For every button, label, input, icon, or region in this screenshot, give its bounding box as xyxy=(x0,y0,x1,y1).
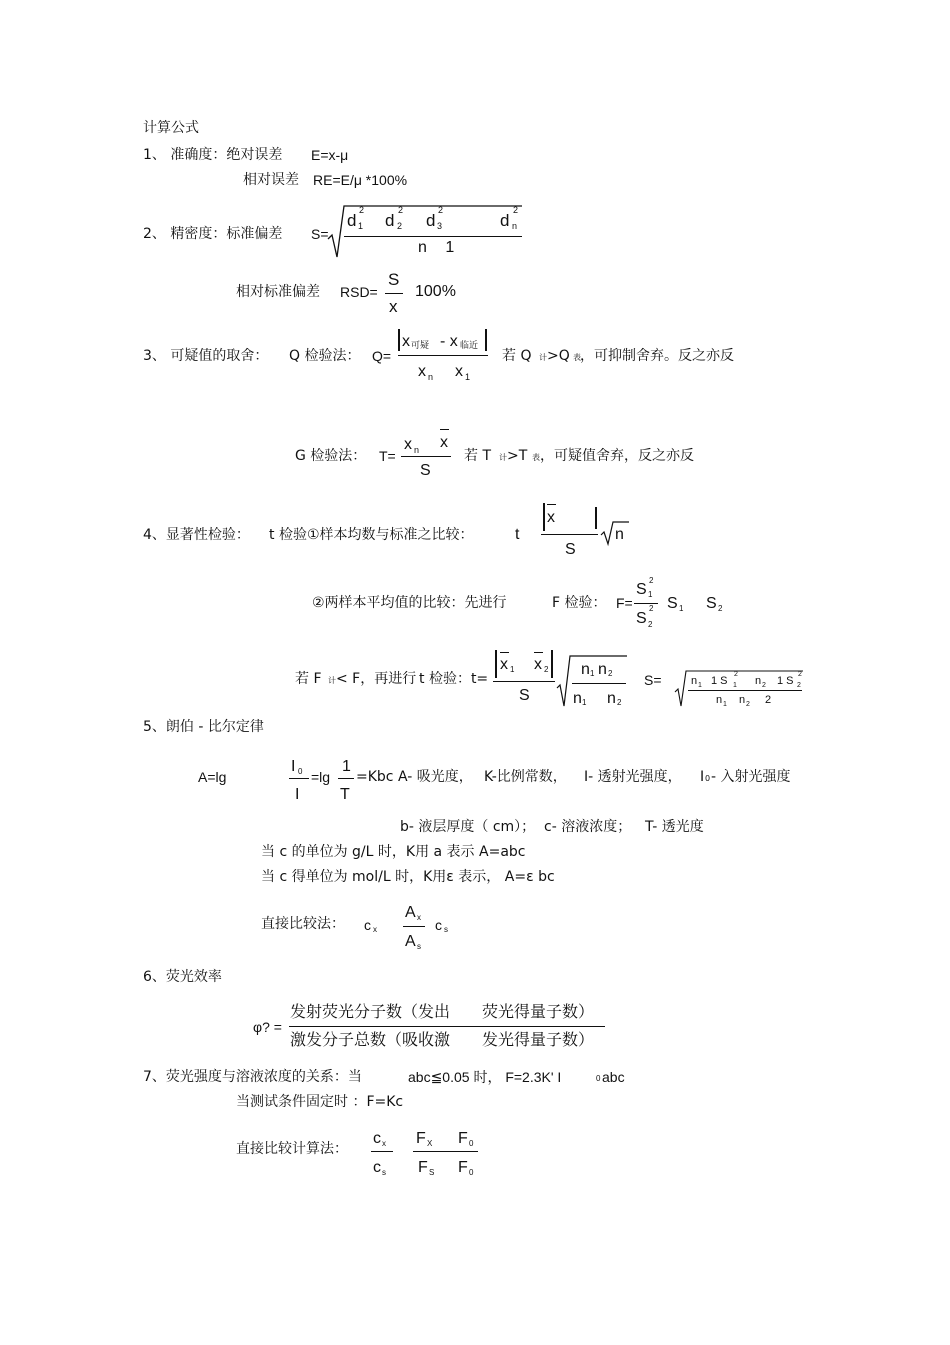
t2-x2-overline xyxy=(534,652,543,653)
f-s2: S xyxy=(636,610,647,627)
pooled-den-n1: n xyxy=(716,694,723,706)
direct-compare-label: 直接比较法： xyxy=(261,916,345,932)
bl-unit-line-1: 当 c 的单位为 g/L 时，K用 a 表示 A=abc xyxy=(261,844,526,860)
pooled-one-s2: 1 S xyxy=(777,675,794,687)
pooled-s2-sub: 2 xyxy=(797,682,801,689)
f-s2-sub: 2 xyxy=(648,620,653,629)
q-rule-c: ，可抑制舍弃。反之亦反 xyxy=(580,348,734,364)
relative-error-formula: RE=E/μ *100% xyxy=(313,172,408,188)
beer-lambert-label: 5、朗伯 - 比尔定律 xyxy=(143,719,264,735)
q-abs-left xyxy=(398,329,400,351)
q-sub-suspect: 可疑 xyxy=(411,341,430,351)
dcc-cs-sub: s xyxy=(382,1168,386,1177)
g-t-equals: T= xyxy=(379,448,396,464)
rsd-denominator: x xyxy=(389,297,398,316)
f-cond-s2: S xyxy=(706,595,717,612)
q-fraction-bar xyxy=(398,355,488,356)
g-test-label: G 检验法： xyxy=(295,448,367,464)
bl-kbc-absorbance: =Kbc A- 吸光度， xyxy=(356,769,473,785)
bl-t-desc: T- 透光度 xyxy=(645,819,704,835)
q-abs-right xyxy=(485,329,487,351)
g-rule-a: 若 T xyxy=(464,448,492,464)
t-test-label: t 检验①样本均数与标准之比较： xyxy=(269,527,474,543)
g-xn: x xyxy=(404,436,412,453)
t2-n1n2-a-sub: 1 xyxy=(590,669,595,678)
t-fraction-bar xyxy=(541,534,598,535)
pooled-n1: n xyxy=(691,675,698,687)
t2-x1-overline xyxy=(500,652,509,653)
dc-cs: c xyxy=(435,917,442,933)
relative-error-label: 相对误差 xyxy=(243,172,299,188)
bl-c-desc: c- 溶液浓度； xyxy=(544,819,632,835)
outlier-label: 3、 可疑值的取舍： xyxy=(143,348,269,364)
q-x1: x xyxy=(455,363,463,380)
t2-x1-sub: 1 xyxy=(510,665,515,674)
sd-fraction-bar xyxy=(344,236,522,237)
if-f-a: 若 F xyxy=(295,671,322,687)
f-s1: S xyxy=(636,581,647,598)
phi-denominator-a: 激发分子总数（吸收激 xyxy=(290,1030,451,1049)
if-f-c: t 检验：t= xyxy=(419,671,489,687)
if-f-b: < F，再进行 xyxy=(336,671,417,687)
t2-n2-sub: 2 xyxy=(617,698,622,707)
sd-d2: d xyxy=(385,211,395,230)
g-xbar-overline xyxy=(440,429,449,430)
intensity-concentration-label: 7、荧光强度与溶液浓度的关系：当 xyxy=(143,1069,362,1085)
t2-x1: x xyxy=(500,656,508,673)
direct-calc-label: 直接比较计算法： xyxy=(236,1141,348,1157)
pooled-n1-sub: 1 xyxy=(698,682,702,689)
pooled-s1-sup: 2 xyxy=(734,671,738,678)
dcc-fx: F xyxy=(416,1130,426,1147)
t2-n1n2-b-sub: 2 xyxy=(608,669,613,678)
rsd-label: 相对标准偏差 xyxy=(236,284,320,300)
g-xn-sub: n xyxy=(414,445,420,455)
pooled-n2-sub: 2 xyxy=(762,682,766,689)
bl-eq-lg: =lg xyxy=(311,769,331,785)
dcc-f0-bottom: F xyxy=(458,1159,468,1176)
t2-n1n2-b: n xyxy=(598,661,607,678)
q-x1-sub: 1 xyxy=(465,372,471,382)
dc-fraction-bar xyxy=(403,926,425,927)
f-s1-sup: 2 xyxy=(649,576,654,585)
sd-dn: d xyxy=(500,211,510,230)
dcc-fs: F xyxy=(418,1159,428,1176)
q-x-suspect: x xyxy=(402,333,410,350)
q-rule-sub-table: 表 xyxy=(573,353,581,362)
t-abs-left xyxy=(543,503,545,531)
g-rule-c: ，可疑值舍弃，反之亦反 xyxy=(540,448,694,464)
q-sub-near: 临近 xyxy=(460,341,479,351)
dcc-cs: c xyxy=(373,1159,381,1176)
dcc-fx-sub: X xyxy=(427,1139,433,1148)
q-rule-a: 若 Q xyxy=(502,348,532,364)
significance-label: 4、显著性检验： xyxy=(143,527,250,543)
pooled-s1-sub: 1 xyxy=(733,682,737,689)
pooled-s-equals: S= xyxy=(644,672,662,688)
two-sample-label: ②两样本平均值的比较：先进行 xyxy=(312,595,507,611)
rsd-equals: RSD= xyxy=(340,284,378,300)
dc-as-sub: s xyxy=(417,942,421,951)
bl-one: 1 xyxy=(342,758,351,775)
t2-n2: n xyxy=(607,690,616,707)
t-abs-right xyxy=(595,507,597,529)
sd-d1-sub: 1 xyxy=(358,221,364,231)
fluorescence-efficiency-label: 6、荧光效率 xyxy=(143,969,222,985)
t2-denominator: S xyxy=(519,687,530,704)
f-s1-sub: 1 xyxy=(648,590,653,599)
absorbance-equals: A=lg xyxy=(198,769,227,785)
g-xbar: x xyxy=(440,434,448,451)
fixed-conditions-line: 当测试条件固定时 ：F=Kc xyxy=(236,1094,404,1110)
precision-label: 2、 精密度：标准偏差 xyxy=(143,226,283,242)
absolute-error-formula: E=x-μ xyxy=(311,147,349,163)
intensity-condition-end: abc xyxy=(602,1069,625,1085)
t-xbar-overline xyxy=(547,504,556,505)
dcc-f0-top: F xyxy=(458,1130,468,1147)
phi-numerator-a: 发射荧光分子数（发出 xyxy=(290,1002,451,1021)
t2-n1-sub: 1 xyxy=(582,698,587,707)
dcc-fs-sub: S xyxy=(429,1168,435,1177)
phi-numerator-b: 荧光得量子数） xyxy=(482,1002,595,1021)
pooled-n2: n xyxy=(755,675,762,687)
sd-d2-sup: 2 xyxy=(398,205,404,215)
phi-fraction-bar xyxy=(289,1026,605,1027)
bl-i0-desc-a: I xyxy=(700,769,705,785)
bl-fraction-bar-1 xyxy=(289,778,309,779)
pooled-den-n1-sub: 1 xyxy=(723,701,727,708)
f-test-label: F 检验： xyxy=(552,595,607,611)
dc-cs-sub: s xyxy=(444,925,448,934)
dc-ax-sub: x xyxy=(417,913,421,922)
q-xn: x xyxy=(418,363,426,380)
dc-cx: c xyxy=(364,917,371,933)
g-rule-sub-calc: 计 xyxy=(499,453,507,462)
phi-equals: φ? = xyxy=(253,1019,282,1035)
pooled-den-two: 2 xyxy=(765,694,772,706)
intensity-condition: abc≦0.05 时， F=2.3K' I xyxy=(408,1069,562,1085)
t2-n1n2-a: n xyxy=(581,661,590,678)
bl-i: I xyxy=(295,786,300,803)
dc-cx-sub: x xyxy=(373,925,377,934)
t2-fraction-bar xyxy=(493,681,555,682)
t2-abs-left xyxy=(495,650,497,678)
pooled-den-n2: n xyxy=(739,694,746,706)
bl-i0: I xyxy=(291,758,296,775)
sd-d2-sub: 2 xyxy=(397,221,403,231)
dcc-f0-top-sub: 0 xyxy=(469,1139,474,1148)
rsd-percent: 100% xyxy=(415,283,456,300)
q-equals: Q= xyxy=(372,348,392,364)
bl-unit-line-2: 当 c 得单位为 mol/L 时，K用ε 表示， A=ε bc xyxy=(261,869,555,885)
sd-dn-sub: n xyxy=(512,221,518,231)
q-rule-sub-calc: 计 xyxy=(539,353,547,362)
sd-d1: d xyxy=(347,211,357,230)
q-minus-x: - x xyxy=(440,333,458,350)
t2-sqrt-fraction-bar xyxy=(572,683,626,684)
t-xbar: x xyxy=(547,509,555,526)
t-denominator: S xyxy=(565,541,576,558)
t-sqrt-n: n xyxy=(615,526,624,543)
g-fraction-bar xyxy=(401,456,451,457)
pooled-one-s1: 1 S xyxy=(711,675,728,687)
sd-d3: d xyxy=(426,211,436,230)
sd-equals: S= xyxy=(311,226,329,242)
bl-i0-sub: 0 xyxy=(298,767,303,776)
g-rule-sub-table: 表 xyxy=(532,453,540,462)
t2-x2: x xyxy=(534,656,542,673)
dc-as: A xyxy=(405,933,416,950)
t-symbol: t xyxy=(515,526,520,543)
f-s2-sup: 2 xyxy=(649,604,654,613)
if-f-sub-calc: 计 xyxy=(328,676,336,685)
intensity-condition-sub: 0 xyxy=(596,1074,601,1083)
phi-denominator-b: 发光得量子数） xyxy=(482,1030,595,1049)
sd-dn-sup: 2 xyxy=(513,205,519,215)
dc-ax: A xyxy=(405,904,416,921)
accuracy-label: 1、 准确度：绝对误差 xyxy=(143,147,283,163)
pooled-s2-sup: 2 xyxy=(798,671,802,678)
bl-fraction-bar-2 xyxy=(338,778,354,779)
bl-i0-desc-sub: 0 xyxy=(705,774,711,783)
sd-denominator: n 1 xyxy=(418,239,455,256)
sd-d1-sup: 2 xyxy=(359,205,365,215)
q-test-label: Q 检验法： xyxy=(289,348,361,364)
g-denominator: S xyxy=(420,462,431,479)
dcc-cx-sub: x xyxy=(382,1139,386,1148)
t2-abs-right xyxy=(551,650,553,678)
dcc-f0-bottom-sub: 0 xyxy=(469,1168,474,1177)
dcc-fraction-bar-2 xyxy=(413,1151,478,1152)
g-rule-b: >T xyxy=(507,448,528,464)
dcc-fraction-bar-1 xyxy=(371,1151,393,1152)
f-cond-s2-sub: 2 xyxy=(718,604,723,613)
dcc-cx: c xyxy=(373,1130,381,1147)
bl-k-desc: K-比例常数， xyxy=(484,769,567,785)
q-xn-sub: n xyxy=(428,372,434,382)
page-title: 计算公式 xyxy=(143,120,199,136)
f-fraction-bar xyxy=(634,603,658,604)
bl-i-desc: I- 透射光强度， xyxy=(584,769,682,785)
rsd-numerator: S xyxy=(388,270,400,289)
q-rule-b: >Q xyxy=(547,348,570,364)
bl-b-desc: b- 液层厚度（ cm）； xyxy=(400,819,536,835)
f-equals: F= xyxy=(616,595,633,611)
f-cond-s1-sub: 1 xyxy=(679,604,684,613)
bl-i0-desc-b: - 入射光强度 xyxy=(711,769,791,785)
t2-x2-sub: 2 xyxy=(544,665,549,674)
pooled-fraction-bar xyxy=(688,690,802,691)
t2-n1: n xyxy=(573,690,582,707)
sd-d3-sub: 3 xyxy=(437,221,443,231)
sd-d3-sup: 2 xyxy=(438,205,444,215)
bl-t: T xyxy=(340,786,350,803)
rsd-fraction-bar xyxy=(385,293,403,294)
f-cond-s1: S xyxy=(667,595,678,612)
pooled-den-n2-sub: 2 xyxy=(746,701,750,708)
